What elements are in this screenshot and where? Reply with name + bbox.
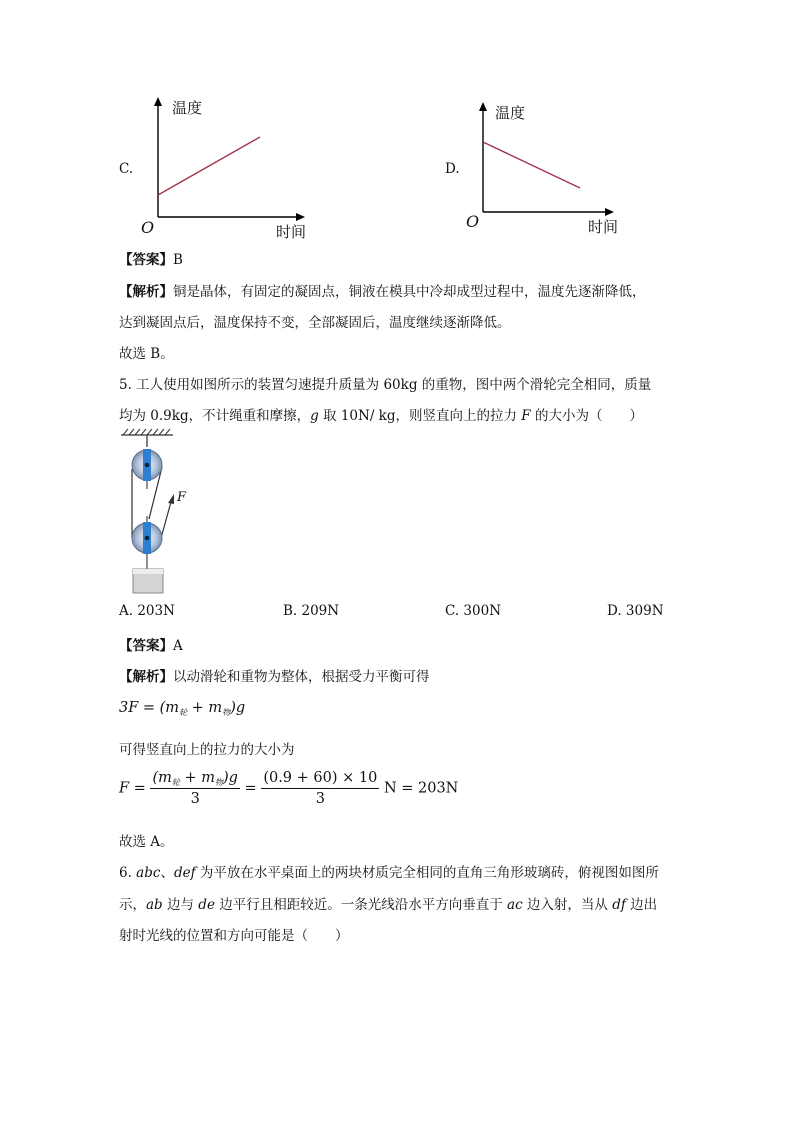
fraction-1 xyxy=(150,770,240,807)
graph-d-ylabel: 温度 xyxy=(495,104,526,122)
option-d: D. 309N xyxy=(607,603,664,619)
eq-part: + m xyxy=(187,700,223,716)
eq-part: 3F = (m xyxy=(119,700,180,716)
eq-part: + m xyxy=(179,770,215,786)
q5-mid-text: 可得竖直向上的拉力的大小为 xyxy=(119,742,295,758)
q6-var: ac xyxy=(507,897,523,913)
graph-c-trend-line xyxy=(158,137,260,195)
graph-c-origin: O xyxy=(141,218,155,237)
eq-part: F = xyxy=(119,780,146,797)
analysis-text: 铜是晶体，有固定的凝固点，铜液在模具中冷却成型过程中，温度先逐渐降低， xyxy=(173,284,646,300)
eq-part: N = 203N xyxy=(383,780,459,797)
q6-text: 边平行且相距较近。一条光线沿水平方向垂直于 xyxy=(214,897,508,913)
graph-c-xlabel: 时间 xyxy=(276,223,307,241)
eq-subscript: 轮 xyxy=(179,708,188,717)
graph-d-xlabel: 时间 xyxy=(588,218,619,236)
q6-var: ab xyxy=(146,897,163,913)
q6-text: 6. xyxy=(119,865,137,881)
eq-numerator: (0.9 + 60) × 10 xyxy=(261,770,379,789)
answer-value: A xyxy=(173,638,183,654)
q4-conclusion: 故选 B。 xyxy=(119,346,174,362)
eq-subscript: 物 xyxy=(222,708,231,717)
q5-var-g: g xyxy=(310,408,319,424)
eq-subscript: 物 xyxy=(214,778,223,787)
q5-stem-line-2 xyxy=(119,404,643,424)
equation-1 xyxy=(119,700,245,716)
answer-tag: 【答案】 xyxy=(119,252,173,268)
eq-denominator: 3 xyxy=(315,791,325,807)
q5-var-f: F xyxy=(521,408,531,424)
q5-analysis xyxy=(119,665,430,685)
eq-part: )g xyxy=(230,700,246,716)
option-c-label: C. xyxy=(119,161,134,177)
q6-var: abc xyxy=(136,865,161,881)
q5-text: 取 10N/ kg，则竖直向上的拉力 xyxy=(318,408,522,424)
option-a: A. 203N xyxy=(119,603,175,619)
eq-part: (m xyxy=(152,770,172,786)
figure-force-label: F xyxy=(177,490,187,505)
q5-text: 的大小为（ ） xyxy=(530,408,643,424)
option-d-label: D. xyxy=(445,161,460,177)
rope-pull xyxy=(161,502,171,538)
analysis-tag: 【解析】 xyxy=(119,669,173,685)
q5-answer xyxy=(119,634,183,654)
q6-text: 边与 xyxy=(162,897,199,913)
force-arrow xyxy=(168,494,174,504)
q6-text: 边入射，当从 xyxy=(522,897,613,913)
q6-stem-line-1 xyxy=(119,861,659,881)
ceiling xyxy=(121,429,173,435)
q6-stem-line-2 xyxy=(119,893,657,913)
graph-c-y-arrow xyxy=(154,97,162,106)
q4-analysis-line-2: 达到凝固点后，温度保持不变，全部凝固后，温度继续逐渐降低。 xyxy=(119,315,511,331)
eq-part: )g xyxy=(222,770,238,786)
q6-var: df xyxy=(612,897,626,913)
q6-text: 、 xyxy=(160,865,174,881)
option-c: C. 300N xyxy=(445,603,502,619)
q5-stem-line-1: 5. 工人使用如图所示的装置匀速提升质量为 60kg 的重物，图中两个滑轮完全相同，质量 xyxy=(119,377,652,393)
q5-conclusion: 故选 A。 xyxy=(119,834,174,850)
pulley-figure xyxy=(118,427,208,597)
q6-var: de xyxy=(198,897,215,913)
q6-var: def xyxy=(173,865,196,881)
graph-d-trend-line xyxy=(483,142,580,188)
q6-text: 示， xyxy=(119,897,146,913)
analysis-text: 以动滑轮和重物为整体，根据受力平衡可得 xyxy=(173,669,430,685)
eq-part: = xyxy=(244,780,257,797)
graph-d-x-arrow xyxy=(605,208,614,216)
equation-2 xyxy=(119,770,458,807)
analysis-tag: 【解析】 xyxy=(119,284,173,300)
q6-stem-line-3: 射时光线的位置和方向可能是（ ） xyxy=(119,928,349,944)
q6-text: 为平放在水平桌面上的两块材质完全相同的直角三角形玻璃砖，俯视图如图所 xyxy=(195,865,659,881)
eq-denominator: 3 xyxy=(190,791,200,807)
option-b: B. 209N xyxy=(283,603,340,619)
q4-analysis-line-1 xyxy=(119,280,646,300)
eq-subscript: 轮 xyxy=(171,778,180,787)
q4-answer xyxy=(119,248,183,268)
q6-text: 边出 xyxy=(625,897,658,913)
q5-text: 均为 0.9kg，不计绳重和摩擦， xyxy=(119,408,311,424)
graph-c-ylabel: 温度 xyxy=(172,99,203,117)
graph-d-origin: O xyxy=(466,212,480,231)
answer-value: B xyxy=(173,252,183,268)
graph-d xyxy=(455,92,645,232)
graph-c-x-arrow xyxy=(296,213,305,221)
movable-pulley xyxy=(132,516,162,569)
fraction-2 xyxy=(261,770,379,807)
graph-d-y-arrow xyxy=(479,102,487,111)
answer-tag: 【答案】 xyxy=(119,638,173,654)
